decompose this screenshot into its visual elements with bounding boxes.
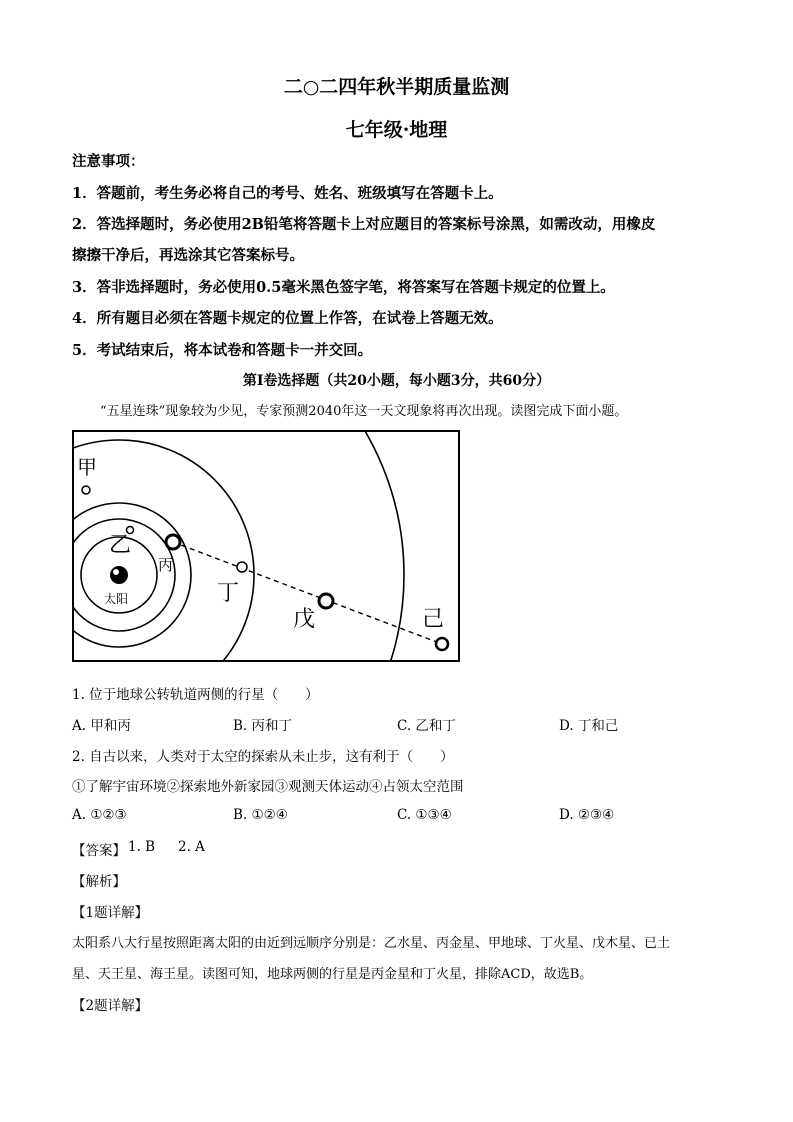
q1-option-a: A. 甲和丙 bbox=[72, 718, 131, 734]
detail-2-heading: 【2题详解】 bbox=[72, 998, 149, 1014]
question-2-choices: ①了解宇宙环境②探索地外新家园③观测天体运动④占领太空范围 bbox=[72, 779, 464, 795]
question-1-stem: 1. 位于地球公转轨道两侧的行星（ ） bbox=[72, 687, 319, 703]
section-title: 第Ⅰ卷选择题（共20小题，每小题3分，共60分） bbox=[242, 373, 551, 389]
question-2-stem: 2. 自古以来，人类对于太空的探索从未止步，这有利于（ ） bbox=[72, 749, 454, 765]
q2-option-a: A. ①②③ bbox=[72, 807, 127, 823]
notes-heading: 注意事项： bbox=[72, 153, 145, 170]
label-wu: 戊 bbox=[293, 607, 316, 632]
analysis-heading: 【解析】 bbox=[72, 874, 126, 890]
page-title: 二○二四年秋半期质量监测 bbox=[283, 76, 510, 98]
detail-1-line: 太阳系八大行星按照距离太阳的由近到远顺序分别是：乙水星、丙金星、甲地球、丁火星、戊木星、已土 bbox=[72, 936, 671, 951]
q2-option-c: C. ①③④ bbox=[397, 807, 452, 823]
planet-jia bbox=[82, 486, 90, 494]
detail-1-heading: 【1题详解】 bbox=[72, 905, 149, 921]
q1-option-b: B. 丙和丁 bbox=[233, 718, 293, 734]
note-item: 4．所有题目必须在答题卡规定的位置上作答，在试卷上答题无效。 bbox=[72, 310, 503, 327]
label-sun: 太阳 bbox=[104, 592, 129, 606]
note-item: 5．考试结束后，将本试卷和答题卡一并交回。 bbox=[72, 342, 373, 359]
section-intro: “五星连珠”现象较为少见，专家预测2040年这一天文现象将再次出现。读图完成下面小题。 bbox=[100, 404, 628, 419]
sun bbox=[110, 566, 128, 584]
note-item: 2．答选择题时，务必使用2B铅笔将答题卡上对应题目的答案标号涂黑，如需改动，用橡皮 bbox=[72, 216, 656, 233]
label-bing: 丙 bbox=[158, 556, 174, 574]
planet-ji bbox=[436, 638, 448, 650]
answer-q1: 1. B bbox=[128, 839, 156, 855]
planet-wu bbox=[319, 594, 333, 608]
note-item: 3．答非选择题时，务必使用0.5毫米黑色签字笔，将答案写在答题卡规定的位置上。 bbox=[72, 279, 615, 296]
solar-system-diagram bbox=[72, 430, 460, 662]
q1-option-c: C. 乙和丁 bbox=[397, 718, 456, 734]
label-yi: 乙 bbox=[109, 533, 132, 558]
page-subtitle: 七年级·地理 bbox=[345, 119, 448, 141]
label-jia: 甲 bbox=[77, 455, 97, 479]
answer-label: 【答案】 bbox=[72, 843, 126, 859]
detail-1-line: 星、天王星、海王星。读图可知，地球两侧的行星是丙金星和丁火星，排除ACD，故选B。 bbox=[72, 967, 593, 982]
planet-bing bbox=[166, 535, 180, 549]
q1-option-d: D. 丁和己 bbox=[559, 718, 619, 734]
label-ji: 己 bbox=[422, 607, 445, 632]
planet-ding bbox=[237, 562, 247, 572]
q2-option-b: B. ①②④ bbox=[233, 807, 288, 823]
sun-highlight bbox=[113, 569, 119, 575]
answer-q2: 2. A bbox=[178, 839, 205, 855]
label-ding: 丁 bbox=[217, 581, 240, 606]
note-item: 1．答题前，考生务必将自己的考号、姓名、班级填写在答题卡上。 bbox=[72, 185, 503, 202]
q2-option-d: D. ②③④ bbox=[559, 807, 615, 823]
note-item: 擦擦干净后，再选涂其它答案标号。 bbox=[72, 247, 304, 264]
